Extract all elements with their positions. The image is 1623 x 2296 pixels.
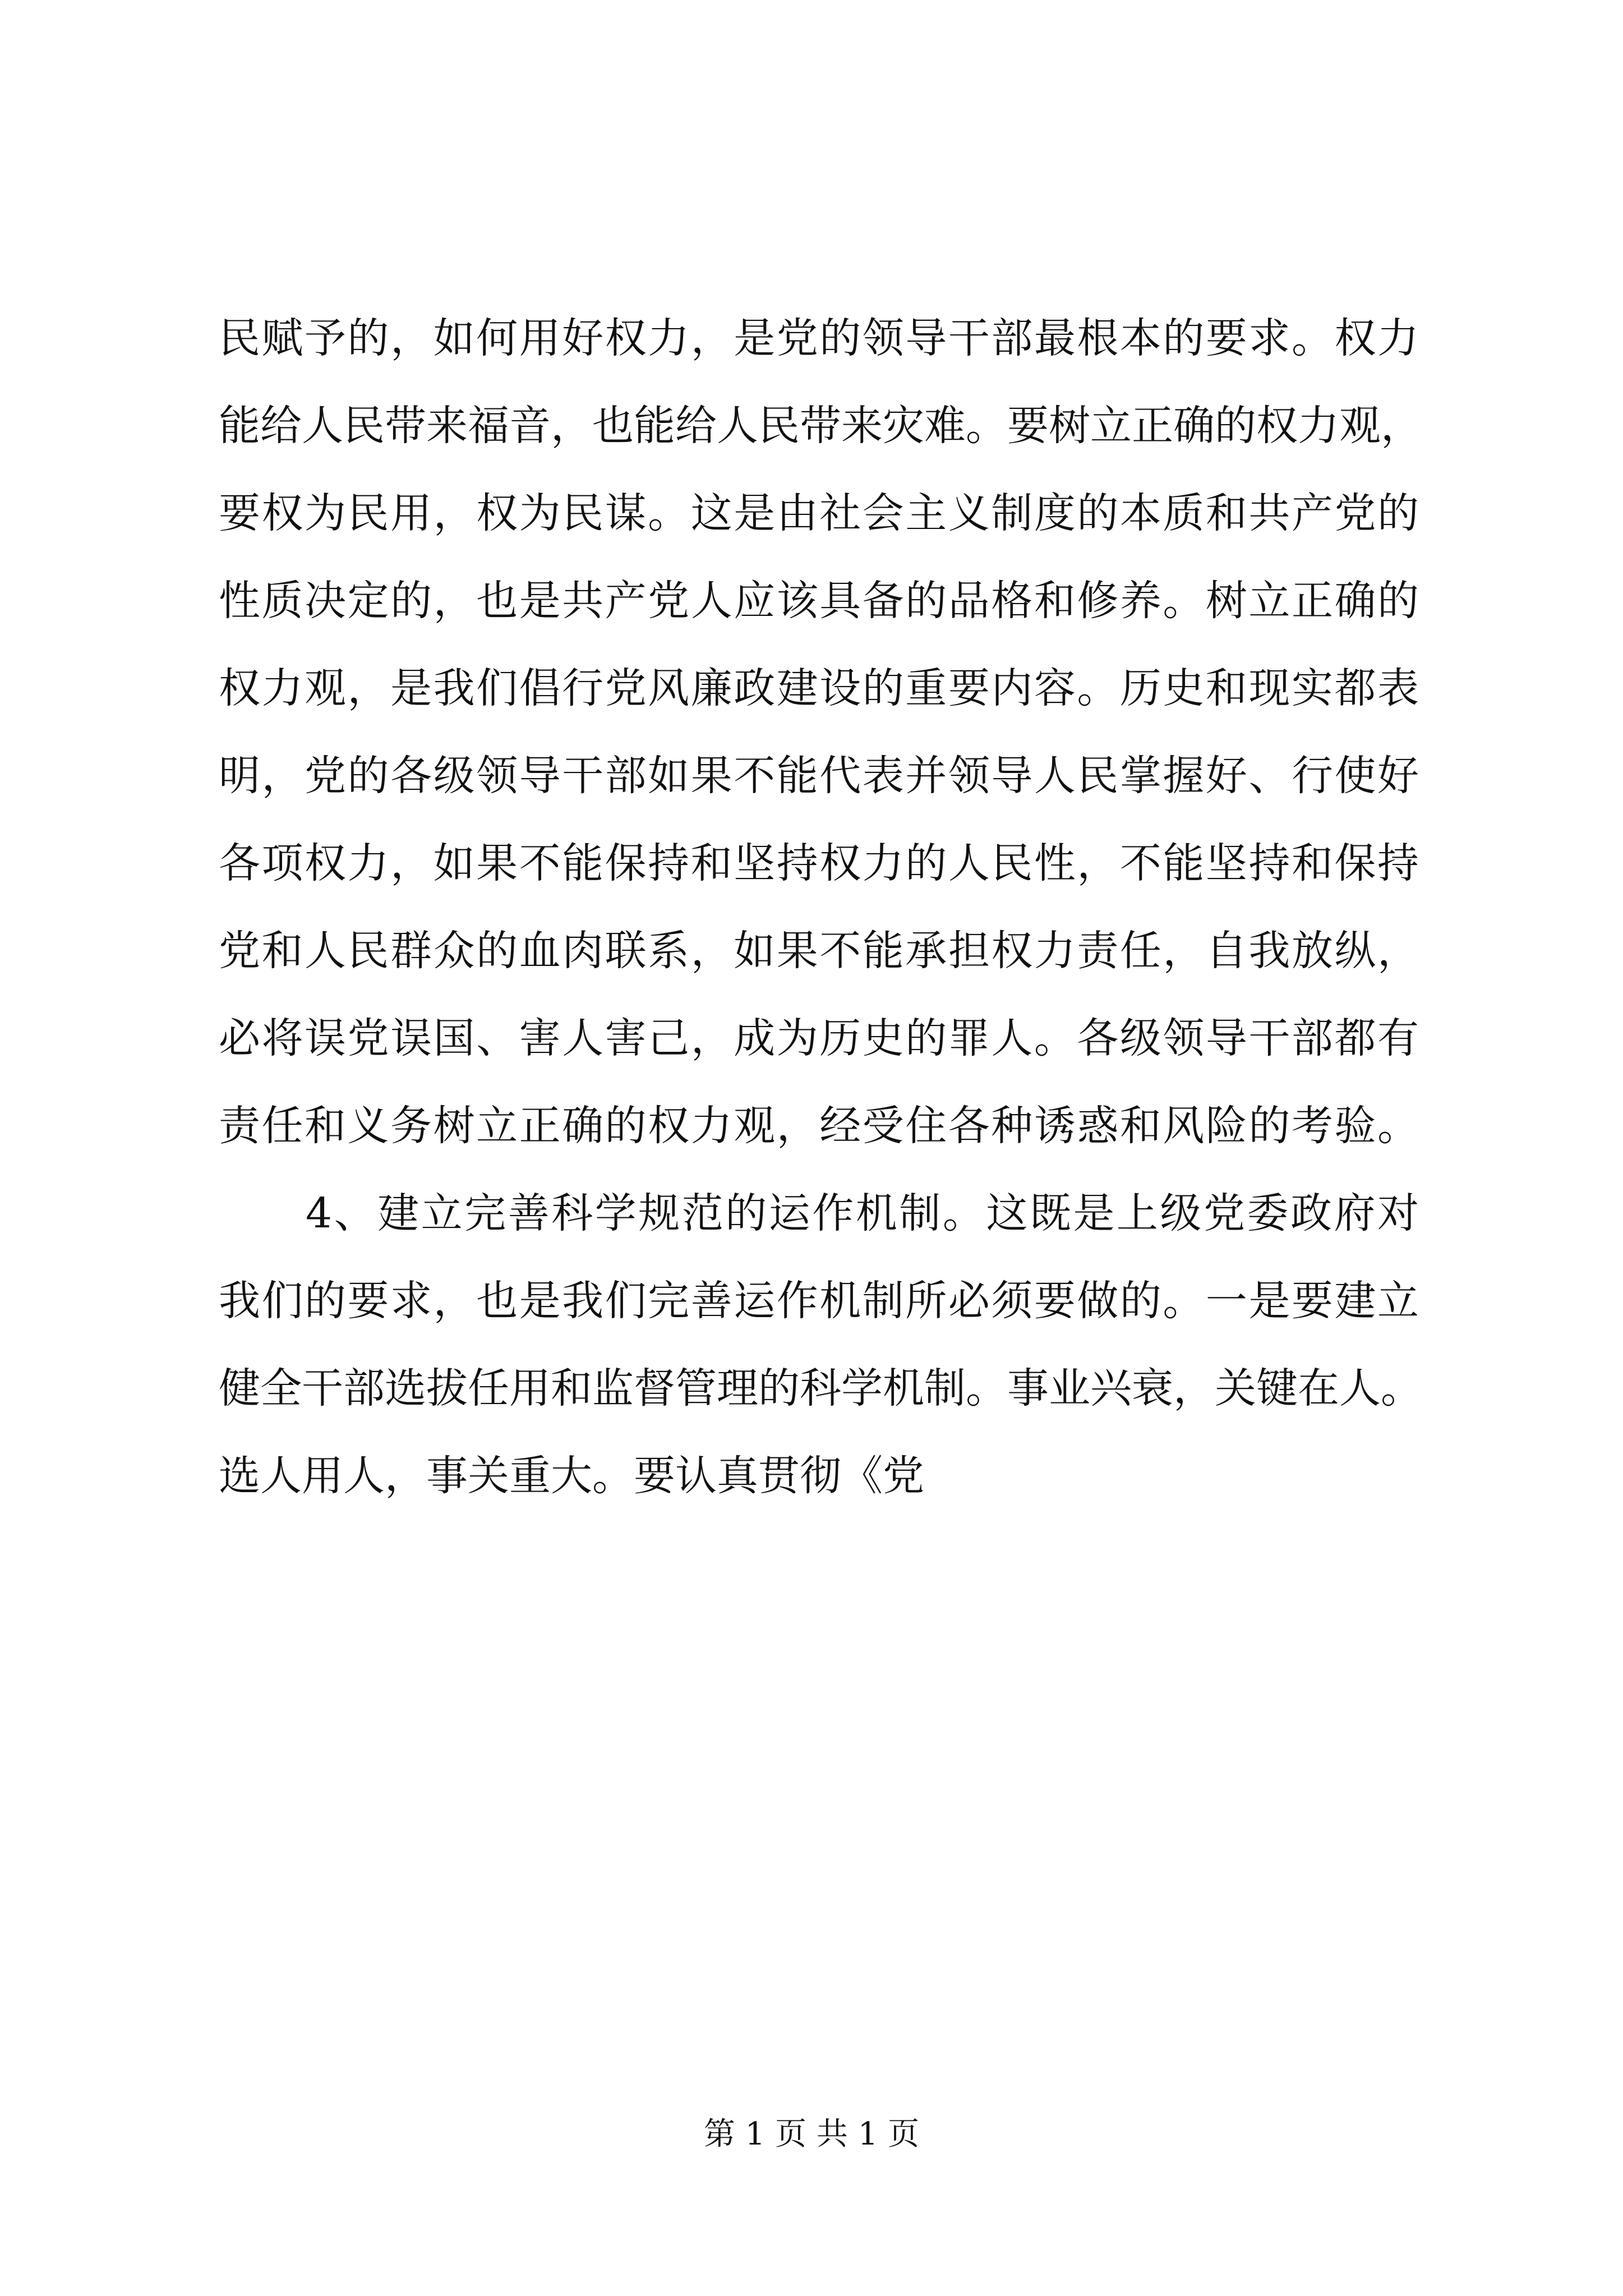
text-line: 健全干部选拔任用和监督管理的科学机制。事业兴衰，关键在人。 <box>219 1364 1422 1412</box>
text-line: 党和人民群众的血肉联系，如果不能承担权力责任，自我放纵， <box>219 927 1419 975</box>
text-line: 性质决定的，也是共产党人应该具备的品格和修养。树立正确的 <box>219 577 1419 625</box>
text-line: 4、建立完善科学规范的运作机制。这既是上级党委政府对 <box>219 1189 1419 1237</box>
page-number-label: 第 1 页 共 1 页 <box>703 2116 920 2152</box>
text-line: 要权为民用，权为民谋。这是由社会主义制度的本质和共产党的 <box>219 489 1419 537</box>
text-line: 能给人民带来福音，也能给人民带来灾难。要树立正确的权力观， <box>219 402 1422 450</box>
text-line: 权力观，是我们倡行党风廉政建设的重要内容。历史和现实都表 <box>219 664 1419 712</box>
text-line: 责任和义务树立正确的权力观，经受住各种诱惑和风险的考验。 <box>219 1102 1419 1150</box>
document-body <box>219 295 1422 1520</box>
text-line: 选人用人，事关重大。要认真贯彻《党 <box>219 1452 924 1500</box>
page-footer <box>0 2112 1623 2157</box>
text-line: 我们的要求，也是我们完善运作机制所必须要做的。一是要建立 <box>219 1277 1419 1325</box>
text-line: 必将误党误国、害人害己，成为历史的罪人。各级领导干部都有 <box>219 1014 1419 1062</box>
text-line: 各项权力，如果不能保持和坚持权力的人民性，不能坚持和保持 <box>219 839 1419 887</box>
text-line: 民赋予的，如何用好权力，是党的领导干部最根本的要求。权力 <box>219 314 1419 362</box>
text-line: 明，党的各级领导干部如果不能代表并领导人民掌握好、行使好 <box>219 752 1419 800</box>
